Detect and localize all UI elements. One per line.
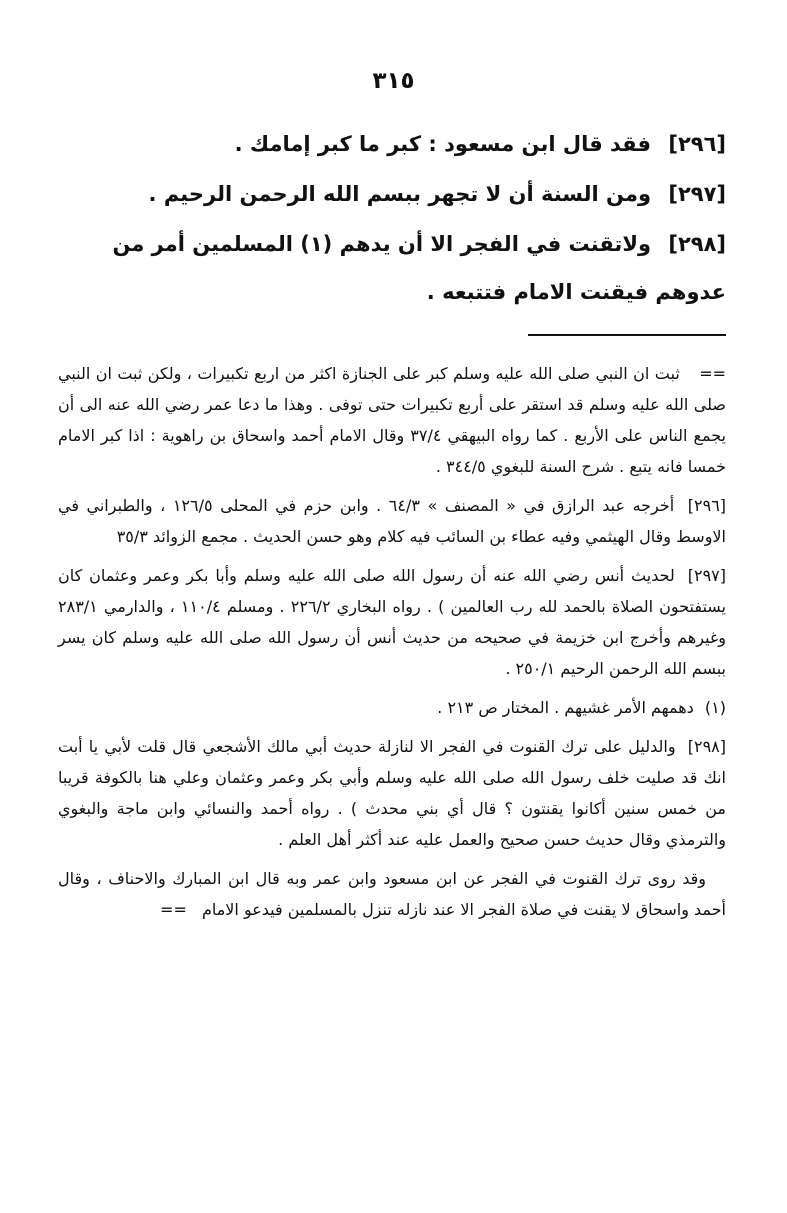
footnote-text: والدليل على ترك القنوت في الفجر الا لنازلة حديث أبي مالك الأشجعي قال قلت لأبي يا أبت انك قد صليت خلف رسول الله صلى الله عليه وسلم وأبي بكر وعمر وعثمان وعلي هنا بالكوفة قريبا من خمس سنين أكانوا يقنتون ؟ قال أي بني محدث ) . رواه أحمد والنسائي وابن ماجة والبغوي والترمذي وقال حديث حسن صحيح والعمل عليه عند أكثر أهل العلم . xyxy=(58,737,726,849)
footnote-298-continued xyxy=(58,863,726,925)
footnote-text: دهمهم الأمر غشيهم . المختار ص ٢١٣ . xyxy=(437,698,694,717)
footnote-divider xyxy=(528,334,726,336)
paragraph-text: فقد قال ابن مسعود : كبر ما كبر إمامك . xyxy=(234,132,652,156)
footnote-number: [٢٩٦] xyxy=(687,496,727,515)
continuation-mark: == xyxy=(699,364,727,383)
paragraph-number: [٢٩٨] xyxy=(668,232,726,256)
footnote-number: [٢٩٨] xyxy=(687,737,726,756)
footnote-text: وقد روى ترك القنوت في الفجر عن ابن مسعود وابن عمر وبه قال ابن المبارك والاحناف ، وقال أحمد واسحاق لا يقنت في صلاة الفجر الا عند نازله تنزل بالمسلمين فيدعو الامام xyxy=(58,869,726,919)
footnote-297 xyxy=(58,560,726,684)
footnote-text: ثبت ان النبي صلى الله عليه وسلم كبر على الجنازة اكثر من اربع تكبيرات ، ولكن ثبت ان النبي صلى الله عليه وسلم قد استقر على أربع تكبيرات حتى توفى . وهذا ما دعا عمر رضي الله عنه الى أن يجمع الناس على الأربع . كما رواه البيهقي ٣٧/٤ وقال الامام أحمد واسحاق بن راهوية : اذا كبر الامام خمسا فانه يتبع . شرح السنة للبغوي ٣٤٤/٥ . xyxy=(58,364,726,476)
footnotes xyxy=(58,358,726,933)
main-paragraph-298 xyxy=(58,220,726,316)
page-number: ٣١٥ xyxy=(372,68,415,94)
footnote-number: [٢٩٧] xyxy=(687,566,727,585)
paragraph-number: [٢٩٧] xyxy=(668,182,726,206)
footnote-text: لحديث أنس رضي الله عنه أن رسول الله صلى الله عليه وسلم وأبا بكر وعمر وعثمان كان يستفتحون الصلاة بالحمد لله رب العالمين ) . رواه البخاري ٢٢٦/٢ . ومسلم ١١٠/٤ ، والدارمي ٢٨٣/١ وغيرهم وأخرج ابن خزيمة في صحيحه من حديث أنس أن رسول الله صلى الله عليه وسلم كان يسر ببسم الله الرحمن الرحيم ٢٥٠/١ . xyxy=(58,566,727,678)
footnote-continuation xyxy=(58,358,726,482)
main-paragraph-296 xyxy=(58,120,726,168)
paragraph-text: ومن السنة أن لا تجهر ببسم الله الرحمن الرحيم . xyxy=(148,182,652,206)
continuation-mark: == xyxy=(160,900,187,919)
paragraph-number: [٢٩٦] xyxy=(668,132,726,156)
main-paragraph-297 xyxy=(58,170,726,218)
footnote-298 xyxy=(58,731,726,855)
footnote-text: أخرجه عبد الرازق في « المصنف » ٦٤/٣ . وابن حزم في المحلى ١٢٦/٥ ، والطبراني في الاوسط وقال الهيثمي وفيه عطاء بن السائب فيه كلام وهو حسن الحديث . مجمع الزوائد ٣٥/٣ xyxy=(58,496,726,546)
footnote-296 xyxy=(58,490,726,552)
footnote-number: (١) xyxy=(704,698,726,717)
paragraph-text: ولاتقنت في الفجر الا أن يدهم (١) المسلمين أمر من عدوهم فيقنت الامام فتتبعه . xyxy=(112,232,726,304)
footnote-1 xyxy=(58,692,726,723)
main-text xyxy=(58,120,726,318)
